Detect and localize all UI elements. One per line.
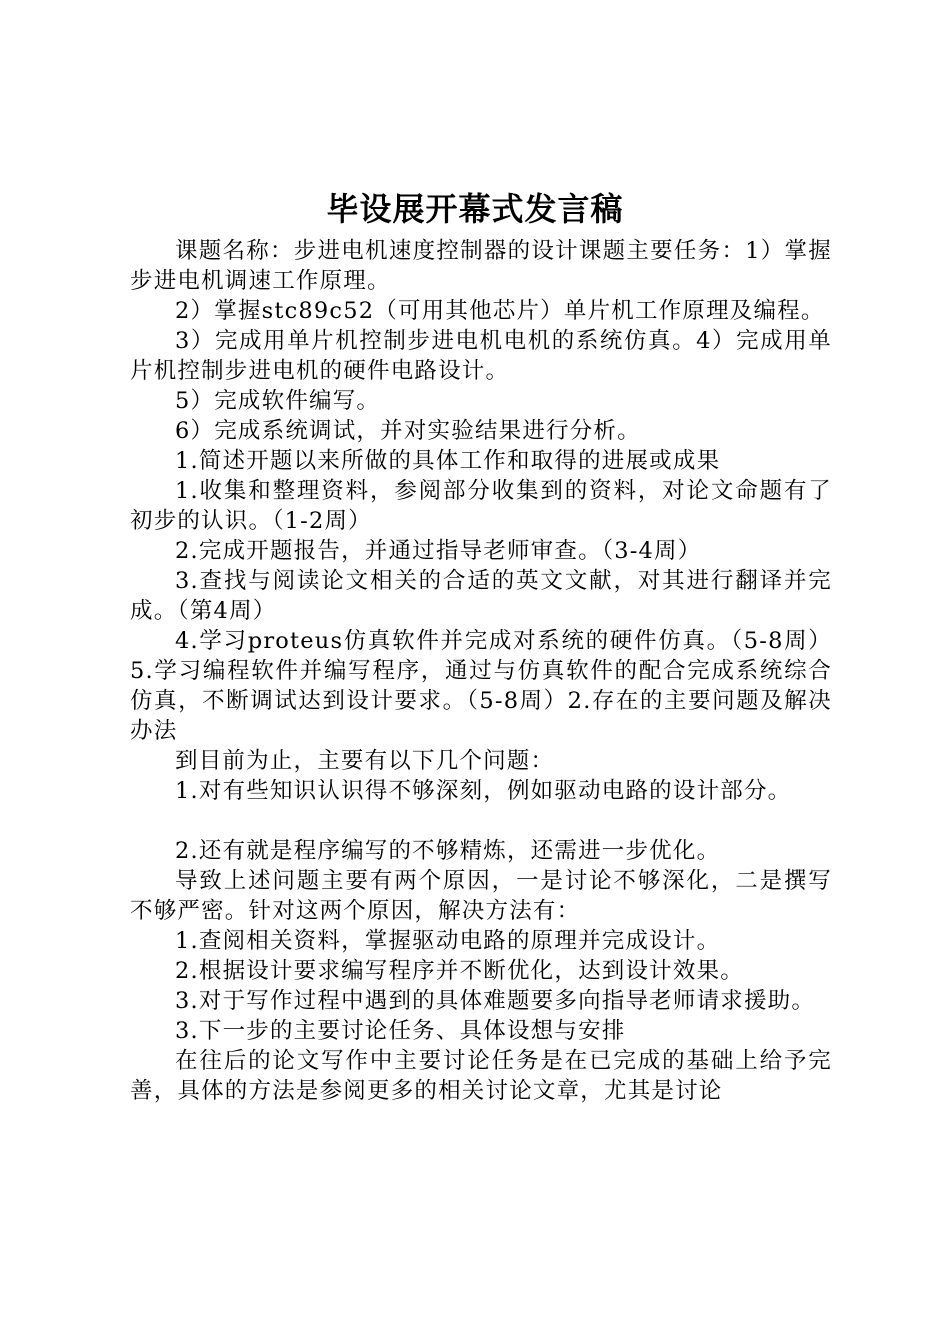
paragraph: 4.学习proteus仿真软件并完成对系统的硬件仿真。（5-8周）5.学习编程软件并编写程序，通过与仿真软件的配合完成系统综合仿真，不断调试达到设计要求。（5-8周）2.存在的主要问题及解决办法 xyxy=(130,628,832,744)
paragraph: 6）完成系统调试，并对实验结果进行分析。 xyxy=(175,418,641,444)
paragraph: 2）掌握stc89c52（可用其他芯片）单片机工作原理及编程。 xyxy=(175,298,825,324)
paragraph: 5）完成软件编写。 xyxy=(175,388,381,414)
paragraph: 到目前为止，主要有以下几个问题： xyxy=(175,748,555,774)
paragraph: 1.收集和整理资料，参阅部分收集到的资料，对论文命题有了初步的认识。（1-2周） xyxy=(130,478,832,534)
paragraph: 1.对有些知识认识得不够深刻，例如驱动电路的设计部分。 xyxy=(175,778,792,804)
paragraph: 2.根据设计要求编写程序并不断优化，达到设计效果。 xyxy=(175,958,744,984)
document-body xyxy=(130,236,832,1106)
paragraph: 3.对于写作过程中遇到的具体难题要多向指导老师请求援助。 xyxy=(175,988,816,1014)
paragraph: 课题名称：步进电机速度控制器的设计课题主要任务：1）掌握步进电机调速工作原理。 xyxy=(130,238,832,294)
paragraph: 3.查找与阅读论文相关的合适的英文文献，对其进行翻译并完成。（第4周） xyxy=(130,568,832,624)
paragraph: 2.完成开题报告，并通过指导老师审查。（3-4周） xyxy=(175,538,702,564)
paragraph: 3）完成用单片机控制步进电机电机的系统仿真。4）完成用单片机控制步进电机的硬件电路设计。 xyxy=(130,328,832,384)
paragraph: 在往后的论文写作中主要讨论任务是在已完成的基础上给予完善，具体的方法是参阅更多的相关讨论文章，尤其是讨论 xyxy=(130,1048,832,1104)
paragraph: 导致上述问题主要有两个原因，一是讨论不够深化，二是撰写不够严密。针对这两个原因，解决方法有： xyxy=(130,868,832,924)
section-heading: 1.简述开题以来所做的具体工作和取得的进展或成果 xyxy=(175,448,721,474)
paragraph: 2.还有就是程序编写的不够精炼，还需进一步优化。 xyxy=(175,838,721,864)
section-heading: 3.下一步的主要讨论任务、具体设想与安排 xyxy=(175,1018,626,1044)
document-title: 毕设展开幕式发言稿 xyxy=(326,190,624,228)
paragraph: 1.查阅相关资料，掌握驱动电路的原理并完成设计。 xyxy=(175,928,721,954)
